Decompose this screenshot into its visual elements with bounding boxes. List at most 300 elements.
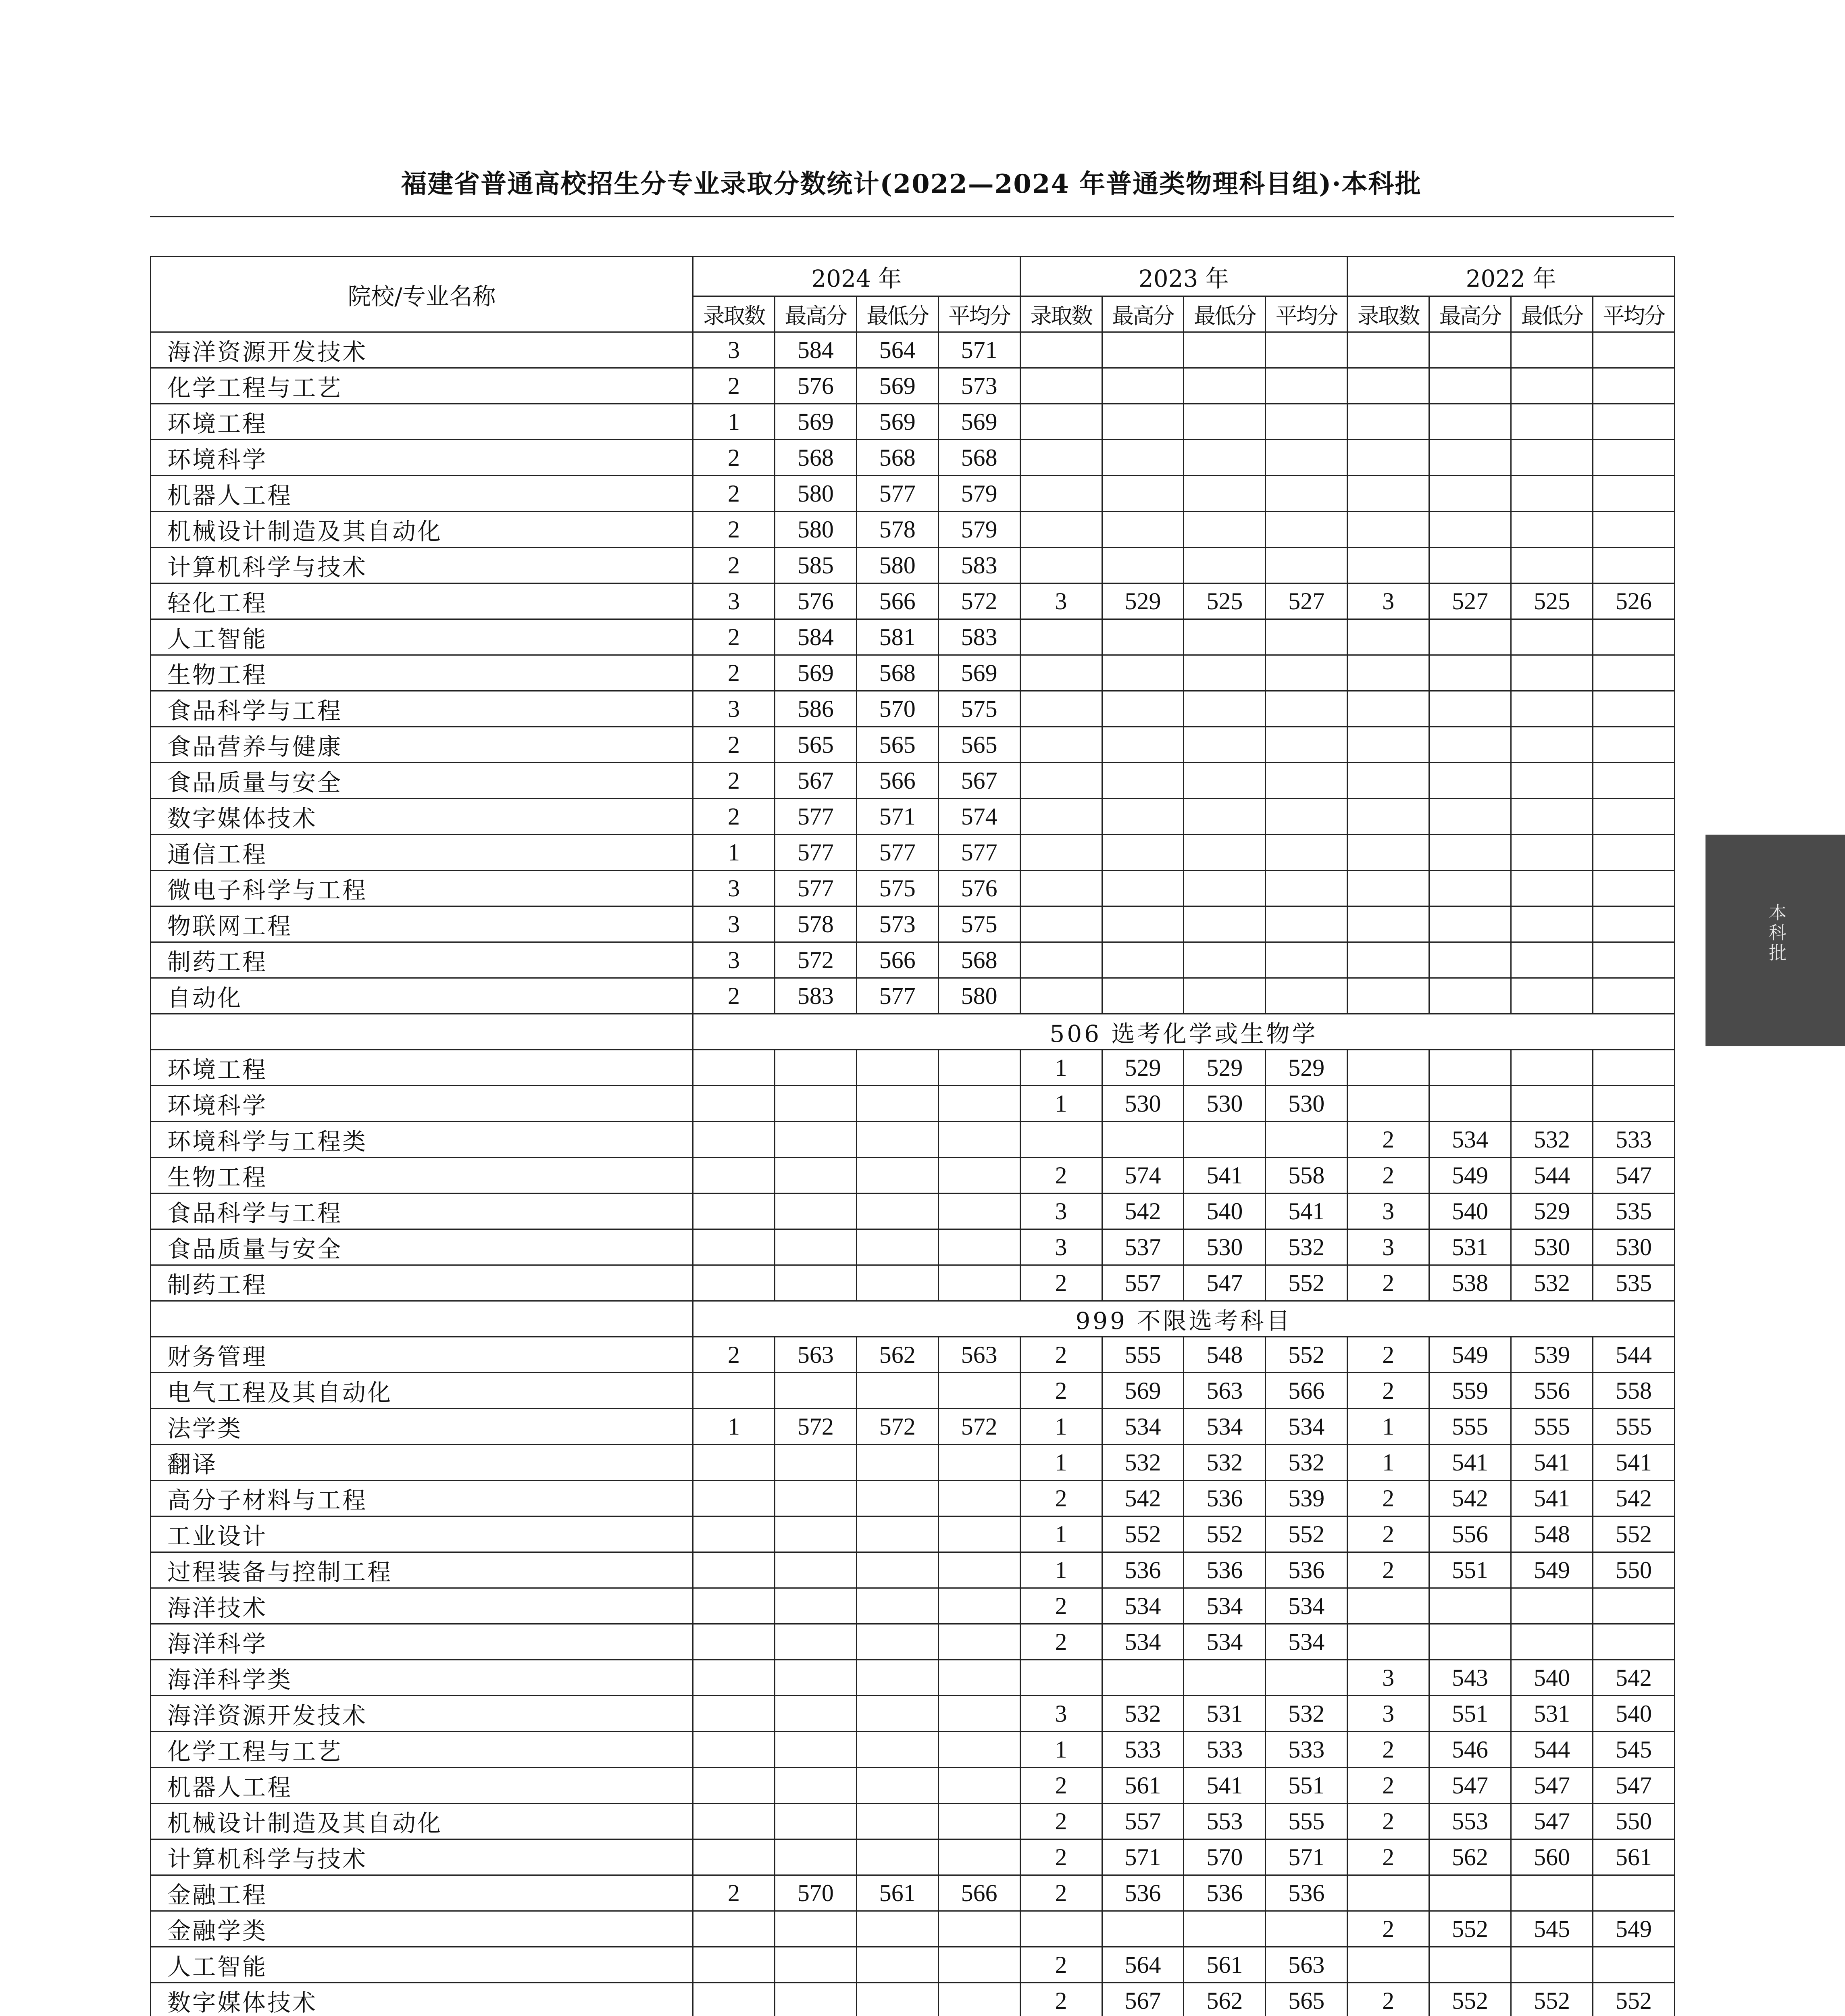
cell-avg-score	[1593, 942, 1674, 978]
cell-min-score: 532	[1184, 1445, 1266, 1481]
cell-avg-score	[938, 1481, 1020, 1516]
cell-max-score: 562	[1429, 1839, 1511, 1875]
cell-count: 1	[1347, 1409, 1429, 1445]
cell-count	[1347, 548, 1429, 583]
major-name: 通信工程	[151, 835, 693, 871]
cell-max-score: 578	[775, 906, 856, 942]
major-name: 自动化	[151, 978, 693, 1014]
cell-max-score: 559	[1429, 1373, 1511, 1409]
cell-avg-score: 532	[1266, 1696, 1347, 1732]
table-row	[151, 1265, 1675, 1301]
cell-avg-score: 541	[1266, 1193, 1347, 1229]
cell-count: 1	[1020, 1086, 1102, 1122]
cell-avg-score: 536	[1266, 1552, 1347, 1588]
cell-count: 3	[1347, 583, 1429, 619]
cell-avg-score	[1266, 1122, 1347, 1158]
cell-count	[1347, 1947, 1429, 1983]
cell-count	[1347, 1624, 1429, 1660]
major-name: 食品营养与健康	[151, 727, 693, 763]
cell-max-score	[1429, 835, 1511, 871]
major-name: 生物工程	[151, 1158, 693, 1193]
cell-count: 2	[1347, 1373, 1429, 1409]
cell-max-score: 534	[1102, 1409, 1184, 1445]
cell-max-score: 532	[1102, 1696, 1184, 1732]
cell-count: 2	[1347, 1804, 1429, 1839]
cell-max-score	[1102, 799, 1184, 835]
cell-avg-score	[1266, 763, 1347, 799]
cell-min-score: 566	[856, 583, 938, 619]
cell-count	[693, 1265, 775, 1301]
cell-min-score	[1184, 368, 1266, 404]
cell-avg-score	[938, 1947, 1020, 1983]
cell-avg-score: 552	[1266, 1265, 1347, 1301]
cell-max-score	[1102, 763, 1184, 799]
cell-min-score	[856, 1158, 938, 1193]
cell-count	[693, 1516, 775, 1552]
cell-min-score: 573	[856, 906, 938, 942]
table-row	[151, 1875, 1675, 1911]
table-row	[151, 512, 1675, 548]
cell-min-score	[1184, 548, 1266, 583]
major-name: 轻化工程	[151, 583, 693, 619]
cell-min-score: 552	[1511, 1983, 1593, 2016]
cell-min-score	[1184, 476, 1266, 512]
cell-min-score: 577	[856, 978, 938, 1014]
cell-min-score: 564	[856, 332, 938, 368]
cell-count: 3	[1020, 1193, 1102, 1229]
cell-min-score: 570	[856, 691, 938, 727]
cell-min-score: 534	[1184, 1588, 1266, 1624]
cell-min-score: 553	[1184, 1804, 1266, 1839]
table-row	[151, 1624, 1675, 1660]
cell-count: 3	[1347, 1229, 1429, 1265]
cell-max-score: 571	[1102, 1839, 1184, 1875]
cell-max-score: 580	[775, 512, 856, 548]
cell-count: 2	[693, 619, 775, 655]
cell-count	[1020, 512, 1102, 548]
cell-avg-score: 572	[938, 583, 1020, 619]
cell-min-score	[1184, 1660, 1266, 1696]
cell-min-score: 556	[1511, 1373, 1593, 1409]
cell-avg-score: 552	[1593, 1983, 1674, 2016]
major-name: 环境科学与工程类	[151, 1122, 693, 1158]
cell-count	[1347, 512, 1429, 548]
cell-min-score: 533	[1184, 1732, 1266, 1768]
cell-count: 1	[693, 404, 775, 440]
cell-avg-score	[938, 1445, 1020, 1481]
major-name: 制药工程	[151, 1265, 693, 1301]
cell-max-score	[775, 1732, 856, 1768]
cell-max-score: 555	[1102, 1337, 1184, 1373]
cell-avg-score: 532	[1266, 1445, 1347, 1481]
cell-avg-score: 580	[938, 978, 1020, 1014]
cell-count: 2	[1020, 1265, 1102, 1301]
major-name: 金融工程	[151, 1875, 693, 1911]
cell-max-score	[1102, 512, 1184, 548]
cell-min-score: 570	[1184, 1839, 1266, 1875]
subheader-max: 最高分	[1429, 296, 1511, 332]
cell-avg-score: 534	[1266, 1409, 1347, 1445]
cell-max-score: 542	[1102, 1193, 1184, 1229]
cell-max-score: 537	[1102, 1229, 1184, 1265]
major-name: 海洋科学类	[151, 1660, 693, 1696]
cell-max-score	[1429, 1947, 1511, 1983]
cell-avg-score: 565	[938, 727, 1020, 763]
cell-min-score: 532	[1511, 1265, 1593, 1301]
cell-count: 2	[1020, 1588, 1102, 1624]
requirement-row	[151, 1014, 1675, 1050]
major-name: 数字媒体技术	[151, 799, 693, 835]
cell-max-score: 536	[1102, 1552, 1184, 1588]
cell-avg-score: 563	[938, 1337, 1020, 1373]
cell-count: 2	[1020, 1373, 1102, 1409]
cell-avg-score	[1593, 906, 1674, 942]
cell-min-score: 577	[856, 476, 938, 512]
table-row	[151, 978, 1675, 1014]
cell-avg-score: 534	[1266, 1624, 1347, 1660]
cell-max-score: 561	[1102, 1768, 1184, 1804]
cell-count	[1347, 1875, 1429, 1911]
table-row	[151, 1481, 1675, 1516]
cell-min-score	[856, 1911, 938, 1947]
cell-max-score: 569	[1102, 1373, 1184, 1409]
cell-max-score: 534	[1429, 1122, 1511, 1158]
cell-avg-score: 551	[1266, 1768, 1347, 1804]
cell-avg-score	[938, 1588, 1020, 1624]
cell-avg-score	[1593, 978, 1674, 1014]
cell-min-score	[1511, 476, 1593, 512]
cell-min-score	[856, 1696, 938, 1732]
cell-max-score: 576	[775, 368, 856, 404]
cell-count: 2	[1020, 1337, 1102, 1373]
subheader-max: 最高分	[775, 296, 856, 332]
cell-avg-score	[938, 1839, 1020, 1875]
cell-count	[693, 1947, 775, 1983]
cell-max-score: 572	[775, 1409, 856, 1445]
cell-max-score	[775, 1804, 856, 1839]
table-row	[151, 799, 1675, 835]
cell-count: 2	[693, 978, 775, 1014]
cell-avg-score	[1593, 1588, 1674, 1624]
table-row	[151, 1588, 1675, 1624]
cell-min-score	[1511, 368, 1593, 404]
cell-count: 1	[1020, 1050, 1102, 1086]
cell-max-score	[1429, 1050, 1511, 1086]
cell-max-score	[1429, 619, 1511, 655]
cell-count	[693, 1373, 775, 1409]
cell-max-score: 533	[1102, 1732, 1184, 1768]
cell-avg-score: 568	[938, 440, 1020, 476]
cell-max-score: 569	[775, 655, 856, 691]
cell-avg-score	[1593, 512, 1674, 548]
cell-min-score: 530	[1184, 1086, 1266, 1122]
cell-min-score: 534	[1184, 1624, 1266, 1660]
cell-count: 2	[1347, 1122, 1429, 1158]
cell-count	[693, 1660, 775, 1696]
cell-min-score	[1184, 332, 1266, 368]
cell-count	[693, 1050, 775, 1086]
cell-count	[1020, 942, 1102, 978]
major-name: 化学工程与工艺	[151, 1732, 693, 1768]
table-row	[151, 655, 1675, 691]
cell-max-score	[775, 1624, 856, 1660]
cell-avg-score: 583	[938, 548, 1020, 583]
cell-count: 2	[1020, 1768, 1102, 1804]
cell-avg-score	[1593, 1050, 1674, 1086]
cell-min-score	[856, 1193, 938, 1229]
subject-requirement-label: 999 不限选考科目	[693, 1301, 1675, 1337]
cell-count	[693, 1229, 775, 1265]
cell-avg-score: 533	[1266, 1732, 1347, 1768]
cell-avg-score	[938, 1768, 1020, 1804]
table-row	[151, 1839, 1675, 1875]
requirement-blank-cell	[151, 1301, 693, 1337]
cell-count: 2	[693, 548, 775, 583]
cell-min-score	[856, 1624, 938, 1660]
cell-count: 2	[693, 1875, 775, 1911]
cell-min-score	[1184, 835, 1266, 871]
cell-min-score	[1511, 548, 1593, 583]
cell-min-score	[1184, 1122, 1266, 1158]
cell-min-score	[856, 1660, 938, 1696]
major-name: 海洋资源开发技术	[151, 1696, 693, 1732]
subheader-min: 最低分	[1511, 296, 1593, 332]
side-section-tab	[1705, 835, 1845, 1046]
cell-min-score	[856, 1983, 938, 2016]
cell-count: 2	[1020, 1804, 1102, 1839]
cell-min-score: 540	[1184, 1193, 1266, 1229]
cell-max-score	[775, 1158, 856, 1193]
cell-min-score	[1511, 871, 1593, 906]
cell-avg-score: 571	[938, 332, 1020, 368]
cell-min-score: 568	[856, 440, 938, 476]
cell-min-score	[856, 1265, 938, 1301]
cell-min-score: 536	[1184, 1875, 1266, 1911]
cell-avg-score: 563	[1266, 1947, 1347, 1983]
subject-requirement-label: 506 选考化学或生物学	[693, 1014, 1675, 1050]
cell-count	[1347, 655, 1429, 691]
table-row	[151, 691, 1675, 727]
cell-avg-score: 572	[938, 1409, 1020, 1445]
cell-max-score	[1429, 1624, 1511, 1660]
cell-avg-score: 550	[1593, 1552, 1674, 1588]
cell-max-score: 541	[1429, 1445, 1511, 1481]
cell-max-score	[1102, 368, 1184, 404]
table-row	[151, 1696, 1675, 1732]
cell-avg-score: 552	[1266, 1337, 1347, 1373]
cell-count: 2	[1347, 1768, 1429, 1804]
cell-count: 2	[1347, 1481, 1429, 1516]
cell-avg-score	[938, 1624, 1020, 1660]
cell-avg-score	[1266, 835, 1347, 871]
cell-count: 3	[693, 871, 775, 906]
cell-avg-score: 544	[1593, 1337, 1674, 1373]
cell-avg-score	[1266, 727, 1347, 763]
cell-max-score	[1429, 476, 1511, 512]
cell-max-score: 546	[1429, 1732, 1511, 1768]
cell-min-score: 568	[856, 655, 938, 691]
cell-avg-score	[1593, 835, 1674, 871]
cell-count: 2	[693, 476, 775, 512]
cell-count: 3	[1347, 1696, 1429, 1732]
cell-avg-score: 534	[1266, 1588, 1347, 1624]
cell-count: 1	[1347, 1445, 1429, 1481]
cell-min-score	[856, 1086, 938, 1122]
table-row	[151, 1229, 1675, 1265]
cell-avg-score: 577	[938, 835, 1020, 871]
cell-max-score: 572	[775, 942, 856, 978]
cell-count: 2	[1347, 1552, 1429, 1588]
table-row	[151, 1337, 1675, 1373]
cell-avg-score: 569	[938, 404, 1020, 440]
cell-avg-score	[1593, 332, 1674, 368]
cell-max-score: 531	[1429, 1229, 1511, 1265]
major-name: 海洋科学	[151, 1624, 693, 1660]
cell-min-score: 562	[1184, 1983, 1266, 2016]
major-name: 机械设计制造及其自动化	[151, 512, 693, 548]
requirement-blank-cell	[151, 1014, 693, 1050]
cell-min-score	[1184, 655, 1266, 691]
major-name: 海洋技术	[151, 1588, 693, 1624]
cell-avg-score	[1593, 691, 1674, 727]
table-row	[151, 1086, 1675, 1122]
major-name: 环境科学	[151, 1086, 693, 1122]
cell-min-score: 530	[1184, 1229, 1266, 1265]
cell-avg-score	[1593, 619, 1674, 655]
cell-avg-score: 574	[938, 799, 1020, 835]
cell-count: 2	[1020, 1624, 1102, 1660]
cell-min-score: 532	[1511, 1122, 1593, 1158]
cell-min-score: 548	[1511, 1516, 1593, 1552]
table-row	[151, 1409, 1675, 1445]
cell-avg-score: 547	[1593, 1768, 1674, 1804]
cell-count: 2	[1347, 1337, 1429, 1373]
cell-min-score: 561	[1184, 1947, 1266, 1983]
cell-count	[1347, 1086, 1429, 1122]
cell-min-score	[1184, 942, 1266, 978]
cell-avg-score	[1593, 476, 1674, 512]
cell-avg-score	[938, 1122, 1020, 1158]
cell-min-score: 552	[1184, 1516, 1266, 1552]
cell-max-score	[775, 1768, 856, 1804]
cell-count	[1020, 727, 1102, 763]
cell-max-score: 584	[775, 619, 856, 655]
cell-count: 1	[693, 1409, 775, 1445]
cell-count	[693, 1445, 775, 1481]
cell-avg-score	[1266, 691, 1347, 727]
cell-max-score: 540	[1429, 1193, 1511, 1229]
cell-avg-score	[1593, 548, 1674, 583]
cell-count	[1020, 1122, 1102, 1158]
cell-count	[1020, 978, 1102, 1014]
cell-min-score	[1184, 404, 1266, 440]
major-name: 机器人工程	[151, 476, 693, 512]
cell-min-score: 549	[1511, 1552, 1593, 1588]
cell-max-score	[1429, 942, 1511, 978]
cell-max-score: 563	[775, 1337, 856, 1373]
table-row	[151, 368, 1675, 404]
cell-count	[1020, 655, 1102, 691]
table-row	[151, 1947, 1675, 1983]
cell-count: 3	[693, 942, 775, 978]
cell-max-score	[775, 1445, 856, 1481]
cell-max-score	[775, 1193, 856, 1229]
subheader-avg: 平均分	[1593, 296, 1674, 332]
cell-max-score: 583	[775, 978, 856, 1014]
cell-max-score	[1429, 763, 1511, 799]
cell-avg-score: 555	[1266, 1804, 1347, 1839]
cell-avg-score: 579	[938, 476, 1020, 512]
cell-avg-score: 549	[1593, 1911, 1674, 1947]
cell-min-score: 541	[1511, 1445, 1593, 1481]
cell-max-score	[1102, 727, 1184, 763]
cell-max-score: 530	[1102, 1086, 1184, 1122]
table-row	[151, 727, 1675, 763]
cell-min-score	[856, 1588, 938, 1624]
cell-min-score	[856, 1373, 938, 1409]
cell-min-score: 561	[856, 1875, 938, 1911]
cell-count	[1347, 476, 1429, 512]
cell-count: 2	[1347, 1265, 1429, 1301]
cell-max-score	[1429, 548, 1511, 583]
cell-max-score: 574	[1102, 1158, 1184, 1193]
cell-avg-score	[938, 1193, 1020, 1229]
cell-avg-score	[938, 1086, 1020, 1122]
cell-avg-score	[1266, 404, 1347, 440]
major-name: 生物工程	[151, 655, 693, 691]
cell-max-score: 547	[1429, 1768, 1511, 1804]
cell-avg-score: 571	[1266, 1839, 1347, 1875]
cell-max-score	[1102, 476, 1184, 512]
cell-count: 2	[1020, 1875, 1102, 1911]
table-row	[151, 1660, 1675, 1696]
cell-max-score: 529	[1102, 1050, 1184, 1086]
cell-max-score: 552	[1429, 1911, 1511, 1947]
cell-max-score: 555	[1429, 1409, 1511, 1445]
cell-min-score: 536	[1184, 1481, 1266, 1516]
table-row	[151, 1445, 1675, 1481]
cell-count	[1347, 799, 1429, 835]
cell-count: 3	[693, 906, 775, 942]
cell-max-score: 556	[1429, 1516, 1511, 1552]
cell-count: 1	[1020, 1552, 1102, 1588]
cell-avg-score	[1593, 655, 1674, 691]
cell-avg-score	[938, 1516, 1020, 1552]
major-name: 人工智能	[151, 1947, 693, 1983]
cell-count	[1020, 906, 1102, 942]
cell-max-score: 552	[1102, 1516, 1184, 1552]
major-name: 法学类	[151, 1409, 693, 1445]
cell-min-score	[1511, 763, 1593, 799]
table-row	[151, 1373, 1675, 1409]
cell-max-score	[1429, 978, 1511, 1014]
cell-max-score	[1102, 619, 1184, 655]
cell-min-score	[856, 1947, 938, 1983]
cell-count: 2	[1347, 1839, 1429, 1875]
cell-avg-score	[1266, 871, 1347, 906]
cell-max-score	[1429, 512, 1511, 548]
cell-count	[693, 1122, 775, 1158]
cell-avg-score: 527	[1266, 583, 1347, 619]
cell-avg-score	[1593, 799, 1674, 835]
cell-max-score: 584	[775, 332, 856, 368]
cell-avg-score	[1266, 1660, 1347, 1696]
subheader-count: 录取数	[1020, 296, 1102, 332]
cell-avg-score: 576	[938, 871, 1020, 906]
cell-avg-score	[1266, 440, 1347, 476]
cell-avg-score: 540	[1593, 1696, 1674, 1732]
cell-max-score	[1429, 1086, 1511, 1122]
